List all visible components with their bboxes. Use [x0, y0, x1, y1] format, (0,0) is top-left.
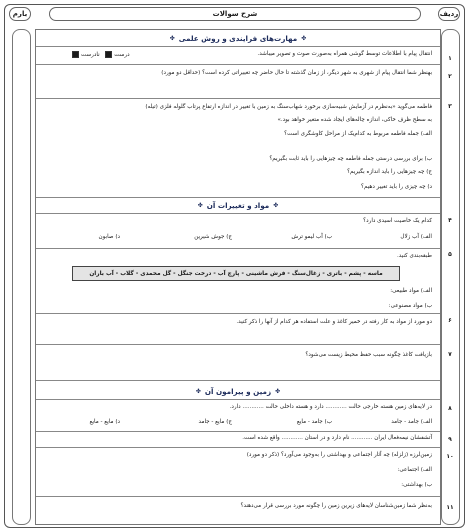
section-heading: ✤ مواد و تغییرات آن ✤ — [197, 201, 279, 210]
question-part: الف) مواد طبیعی: — [390, 288, 432, 294]
checkbox-icon[interactable] — [105, 51, 112, 58]
section-heading: ✤ مهارت‌های فرایندی و روش علمی ✤ — [169, 34, 307, 43]
question-number: ۱۰ — [446, 453, 454, 460]
question-text: طبقه‌بندی کنید. — [396, 253, 432, 259]
question-part: الف) اجتماعی: — [397, 467, 432, 473]
question-text: آتشفشان نیمه‌فعال ایران ............ نام دارد و در استان ............ واقع شده است. — [242, 435, 432, 441]
section-heading: ✤ زمین و پیرامون آن ✤ — [195, 387, 281, 396]
question-text: در لایه‌های زمین هسته خارجی حالت ............ دارد و هسته داخلی حالت ............ دارد. — [229, 404, 432, 410]
question-part: الف) جمله فاطمه مربوط به کدام‌یک از مراحل کاوشگری است؟ — [284, 131, 432, 137]
leaf-icon: ✤ — [273, 202, 279, 209]
question-text: کدام یک خاصیت اسیدی دارد؟ — [363, 218, 432, 224]
question-number: ۳ — [448, 103, 452, 110]
question-number: ۱ — [448, 55, 452, 62]
option-d[interactable]: د) مایع - مایع — [89, 419, 120, 425]
question-part: ب) مواد مصنوعی: — [388, 303, 432, 309]
option-a[interactable]: الف) آب زلال — [400, 234, 432, 240]
leaf-icon: ✤ — [169, 35, 175, 42]
leaf-icon: ✤ — [275, 388, 281, 395]
question-text: فاطمه می‌گوید «به‌نظرم در آزمایش شبیه‌سازی برخورد شهاب‌سنگ به زمین با تغییر در اندازه ارتفاع پرتاب گلوله فلزی (تیله) — [145, 104, 432, 110]
option-c[interactable]: ج) جوش شیرین — [194, 234, 232, 240]
question-number: ۶ — [448, 317, 452, 324]
header-row-number: ردیف — [438, 7, 460, 21]
question-text: بازیافت کاغذ چگونه سبب حفظ محیط زیست می‌شود؟ — [305, 352, 432, 358]
question-number: ۷ — [448, 351, 452, 358]
checkbox-icon[interactable] — [72, 51, 79, 58]
question-number: ۴ — [448, 217, 452, 224]
option-d[interactable]: د) صابون — [98, 234, 120, 240]
question-text: به سطح ظرف خاکی، اندازه چاله‌های ایجاد شده متغیر خواهد بود.» — [277, 117, 432, 123]
option-c[interactable]: ج) مایع - جامد — [198, 419, 232, 425]
option-b[interactable]: ب) آب لیمو ترش — [291, 234, 332, 240]
true-false-options[interactable]: درست نادرست — [70, 51, 130, 58]
leaf-icon: ✤ — [197, 202, 203, 209]
question-number: ۸ — [448, 405, 452, 412]
question-text: دو مورد از مواد به کار رفته در خمیر کاغذ و علت استفاده هر کدام از آنها را ذکر کنید. — [236, 319, 432, 325]
exam-sheet — [4, 4, 465, 528]
word-bank: ماسه - پشم - باتری - زغال‌سنگ - فرش ماشینی - پارچ آب - درخت جنگل - گل محمدی - گلاب - آب باران — [72, 266, 400, 281]
question-text: به‌نظر شما زمین‌شناسان لایه‌های زیرین زمین را چگونه مورد بررسی قرار می‌دهند؟ — [240, 503, 432, 509]
question-text: زمین‌لرزه (زلزله) چه آثار اجتماعی و بهداشتی را به‌وجود می‌آورد؟ (ذکر دو مورد) — [246, 452, 432, 458]
question-part: ج) چه چیزهایی را باید اندازه بگیریم؟ — [347, 169, 432, 175]
question-number: ۵ — [448, 251, 452, 258]
question-part: ب) برای بررسی درستی جمله فاطمه چه چیزهایی را باید ثابت بگیریم؟ — [269, 156, 432, 162]
question-part: د) چه چیزی را باید تغییر دهیم؟ — [361, 184, 432, 190]
option-b[interactable]: ب) جامد - مایع — [296, 419, 332, 425]
question-number: ۱۱ — [446, 504, 454, 511]
leaf-icon: ✤ — [301, 35, 307, 42]
score-column — [12, 29, 31, 525]
leaf-icon: ✤ — [195, 388, 201, 395]
question-number: ۹ — [448, 436, 452, 443]
header-score: بارم — [9, 7, 31, 21]
questions-area — [35, 29, 441, 525]
question-text: انتقال پیام با اطلاعات توسط گوشی همراه به‌صورت صوت و تصویر میباشد. — [257, 51, 432, 57]
question-text: بهنظر شما انتقال پیام از شهری به شهر دیگر، از زمان گذشته تا حال حاضر چه تغییراتی کرده است؟ (حداقل دو مورد) — [161, 70, 432, 76]
question-part: ب) بهداشتی: — [401, 482, 432, 488]
question-number: ۲ — [448, 73, 452, 80]
option-a[interactable]: الف) جامد - جامد — [391, 419, 432, 425]
header-title: شرح سوالات — [49, 7, 421, 21]
